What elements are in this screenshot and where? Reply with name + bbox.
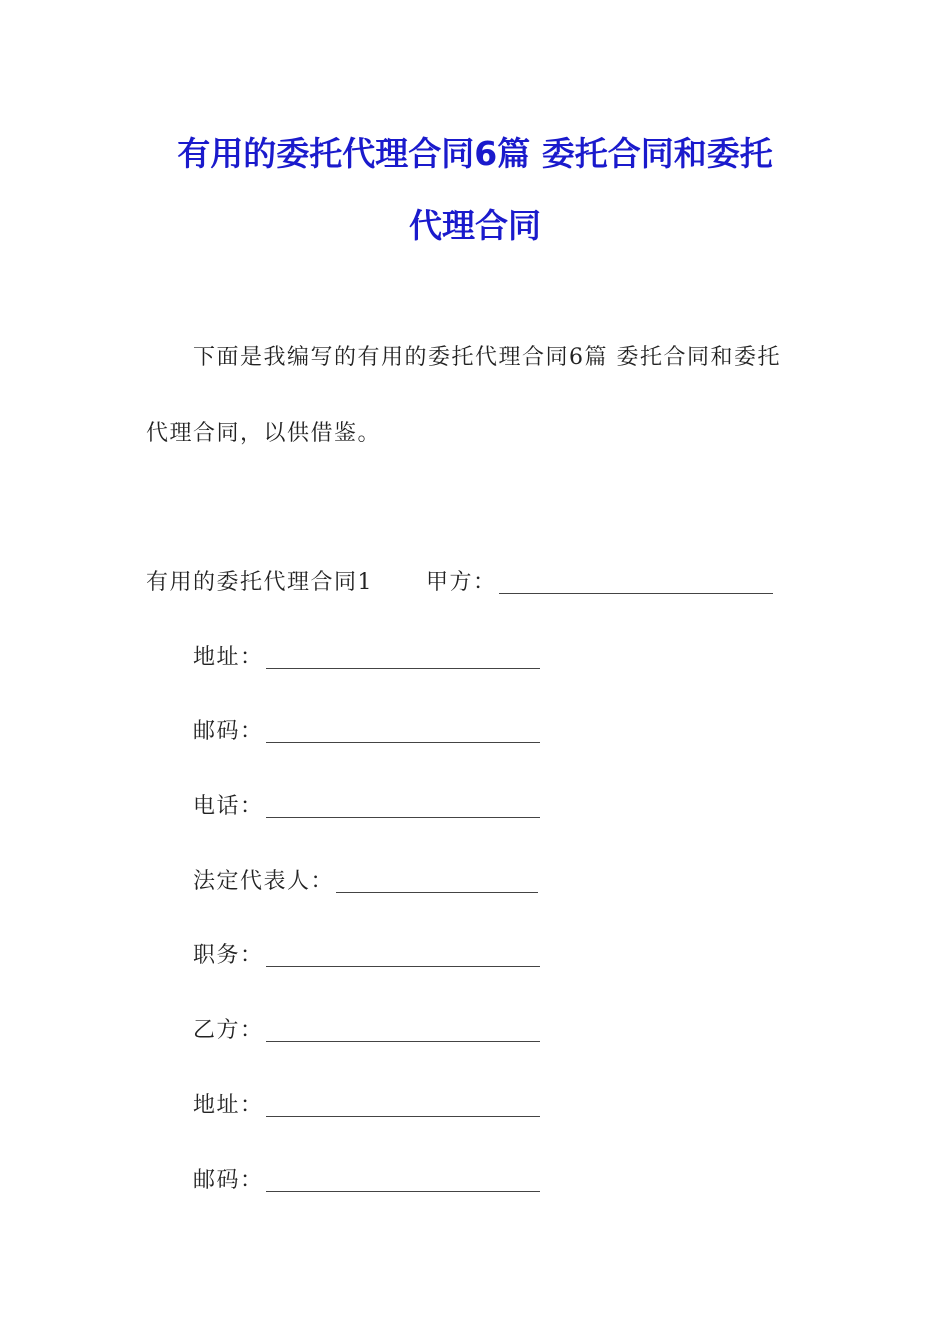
phone-row xyxy=(193,792,540,822)
postcode-b-blank[interactable] xyxy=(266,1169,540,1192)
position-row xyxy=(193,941,540,971)
address-b-blank[interactable] xyxy=(266,1094,540,1117)
postcode-b-label: 邮码： xyxy=(193,1168,264,1193)
position-blank[interactable] xyxy=(266,944,540,967)
legal-rep-label: 法定代表人： xyxy=(193,869,335,894)
intro-paragraph-line-1: 下面是我编写的有用的委托代理合同6篇 委托合同和委托 xyxy=(193,345,781,370)
intro-paragraph-line-2: 代理合同，以供借鉴。 xyxy=(146,421,382,446)
address-b-label: 地址： xyxy=(193,1093,264,1118)
party-b-blank[interactable] xyxy=(266,1019,540,1042)
party-a-row xyxy=(426,568,773,598)
address-b-row xyxy=(193,1091,540,1121)
phone-label: 电话： xyxy=(193,794,264,819)
address-label: 地址： xyxy=(193,645,264,670)
document-title-line-2: 代理合同 xyxy=(409,206,541,245)
legal-rep-row xyxy=(193,867,538,897)
postcode-label: 邮码： xyxy=(193,719,264,744)
legal-rep-blank[interactable] xyxy=(336,870,538,893)
party-a-label: 甲方： xyxy=(426,570,497,595)
section-heading: 有用的委托代理合同1 xyxy=(146,570,373,595)
postcode-row xyxy=(193,717,540,747)
document-title-line-1: 有用的委托代理合同6篇 委托合同和委托 xyxy=(177,134,773,173)
postcode-blank[interactable] xyxy=(266,720,540,743)
party-a-blank[interactable] xyxy=(499,571,773,594)
party-b-label: 乙方： xyxy=(193,1018,264,1043)
position-label: 职务： xyxy=(193,943,264,968)
address-blank[interactable] xyxy=(266,646,540,669)
party-b-row xyxy=(193,1016,540,1046)
phone-blank[interactable] xyxy=(266,795,540,818)
address-row xyxy=(193,643,540,673)
postcode-b-row xyxy=(193,1166,540,1196)
